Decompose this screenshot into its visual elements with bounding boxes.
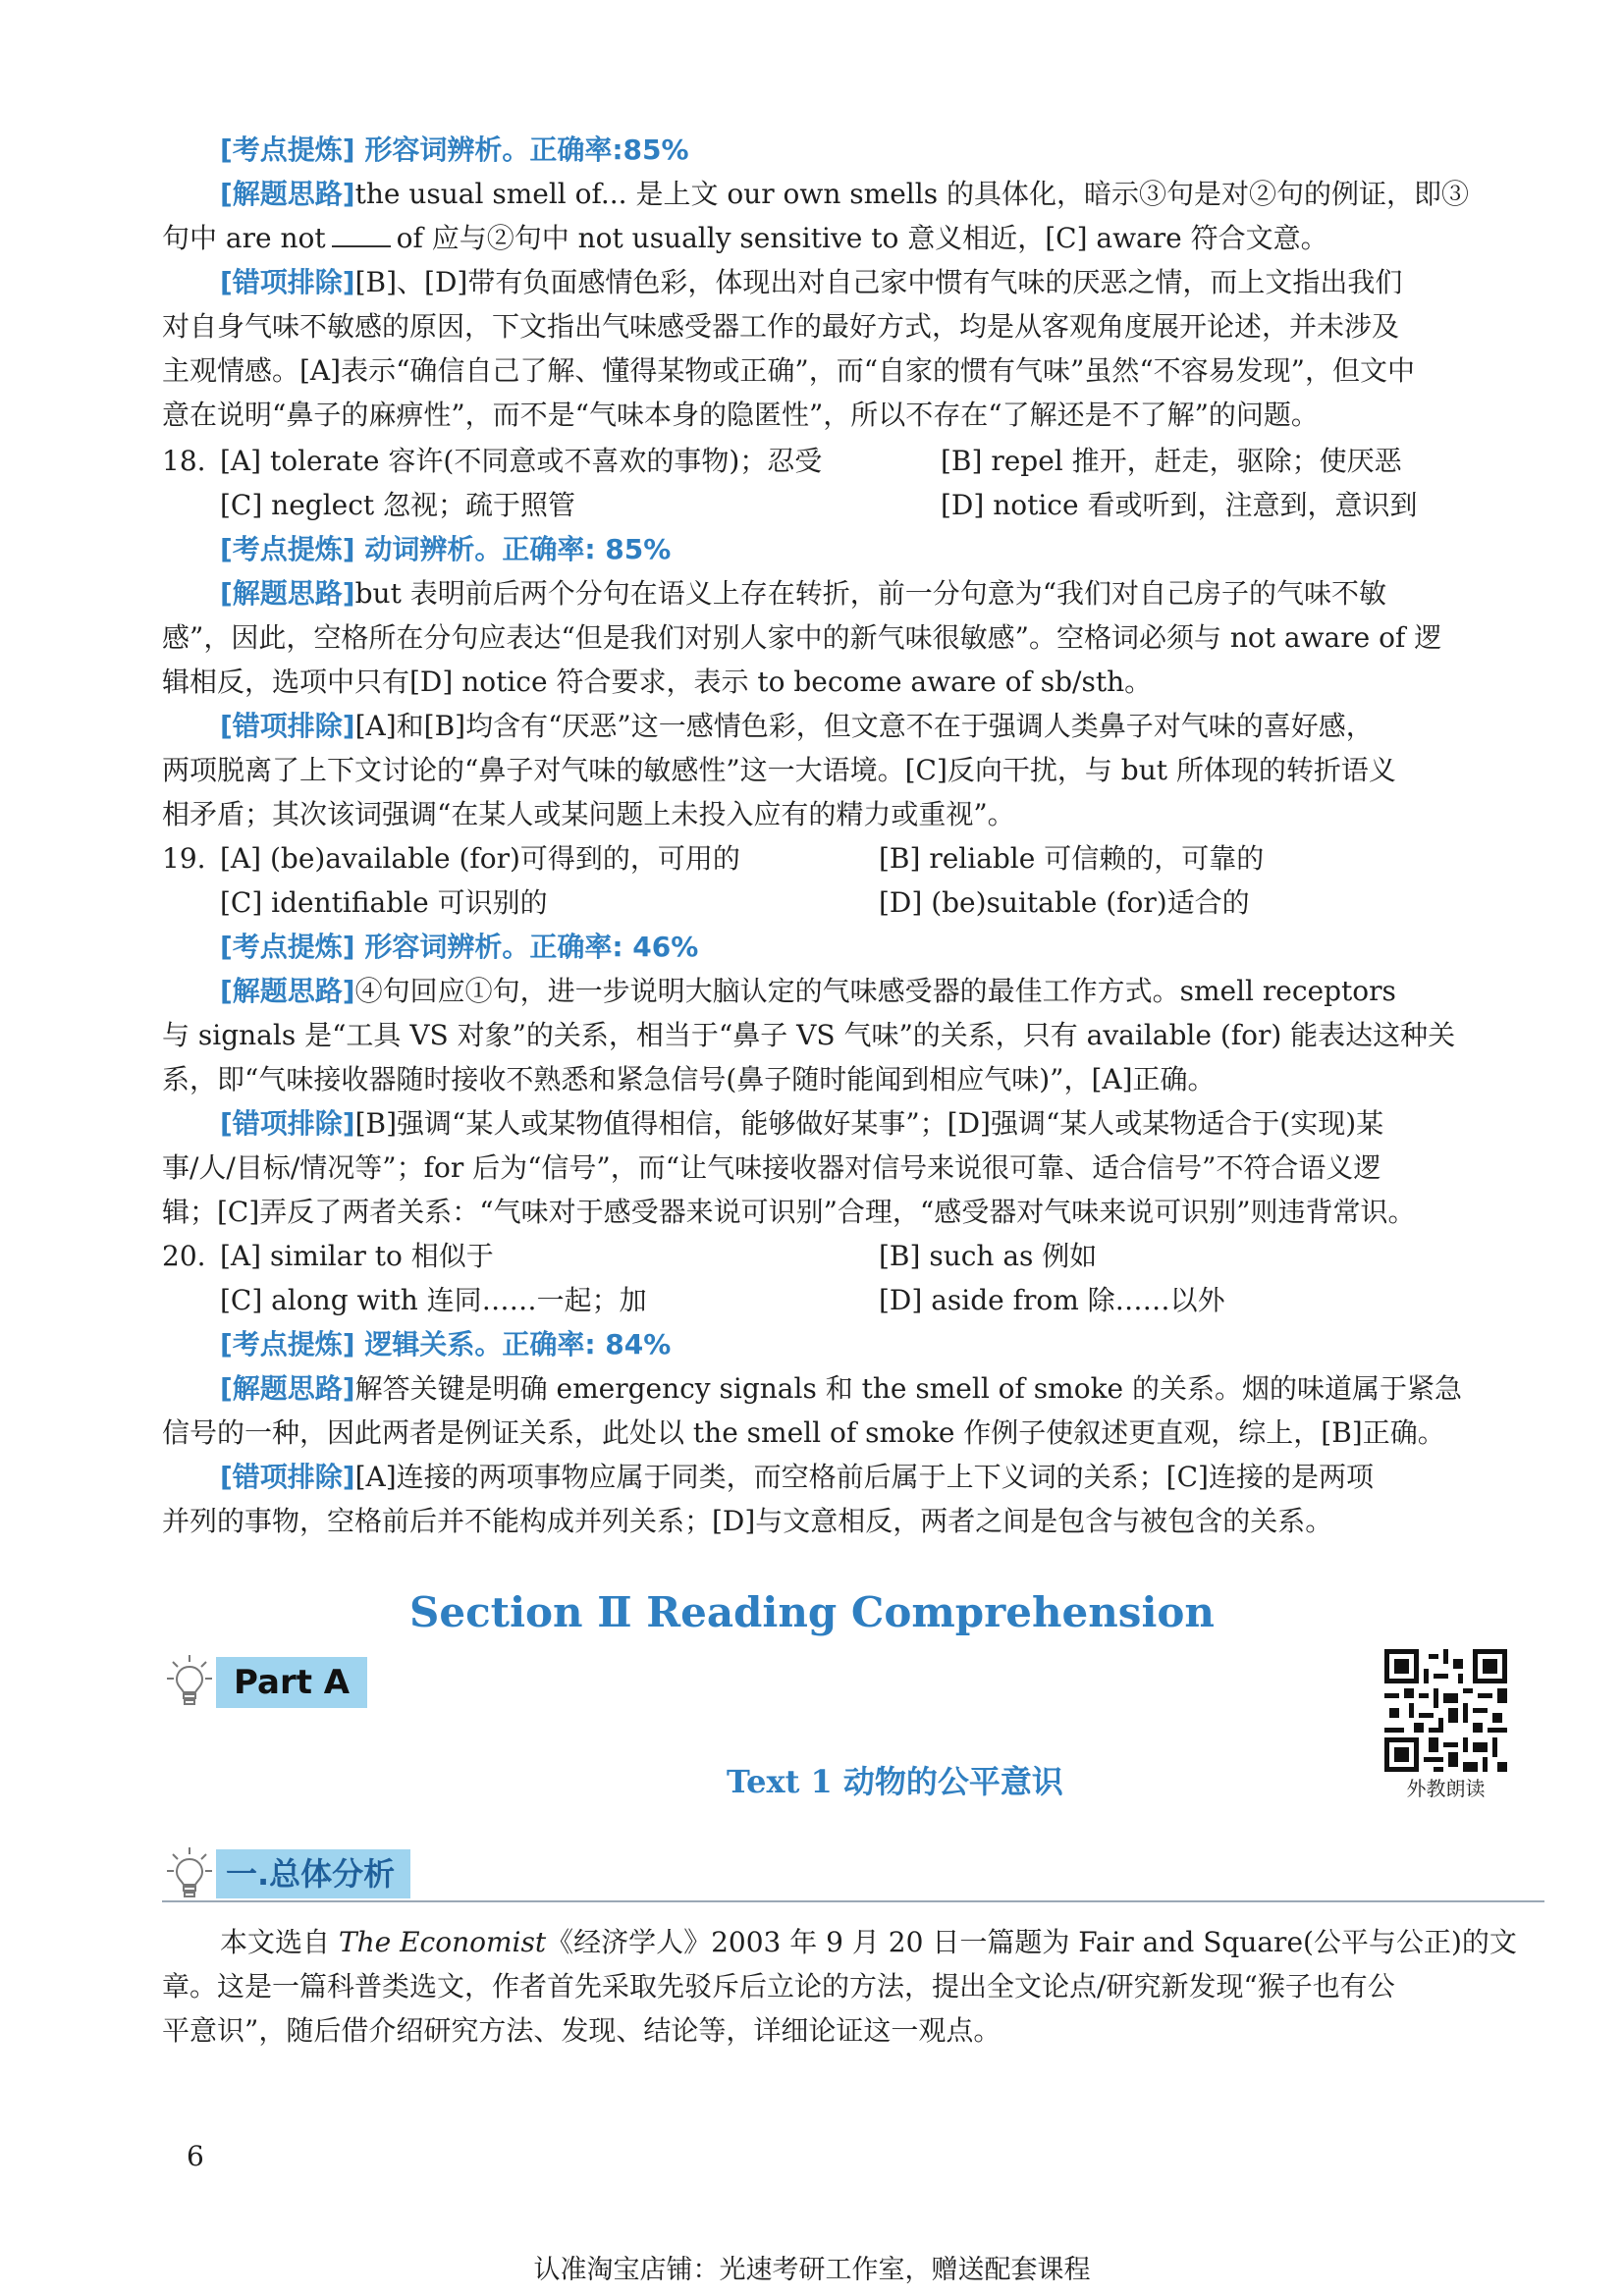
overall-analysis-label: 一.总体分析 (216, 1849, 410, 1898)
part-a-label: Part A (216, 1657, 367, 1708)
qr-code-icon[interactable] (1384, 1649, 1507, 1772)
q18-option-c: [C] neglect 忽视；疏于照管 (220, 489, 576, 521)
q19-reasoning-1: [解题思路]④句回应①句，进一步说明大脑认定的气味感受器的最佳工作方式。smell receptors (220, 975, 1396, 1007)
q20-option-a: [A] similar to 相似于 (220, 1240, 494, 1272)
q20-reasoning-2: 信号的一种，因此两者是例证关系，此处以 the smell of smoke 作例子使叙述更直观，综上，[B]正确。 (162, 1416, 1445, 1449)
q19-number: 19. (162, 842, 206, 875)
section-title: Section Ⅱ Reading Comprehension (409, 1588, 1215, 1636)
q19-elim-1: [错项排除][B]强调“某人或某物值得相信，能够做好某事”；[D]强调“某人或某物适合于(实现)某 (220, 1107, 1384, 1140)
q18-elim-3: 相矛盾；其次该词强调“在某人或某问题上未投入应有的精力或重视”。 (162, 798, 1015, 830)
q17-elim-1: [错项排除][B]、[D]带有负面感情色彩，体现出对自己家中惯有气味的厌恶之情，而上文指出我们 (220, 266, 1403, 298)
q20-number: 20. (162, 1240, 206, 1272)
q20-option-b: [B] such as 例如 (879, 1240, 1098, 1272)
q17-elim-2: 对自身气味不敏感的原因，下文指出气味感受器工作的最好方式，均是从客观角度展开论述，并未涉及 (162, 310, 1400, 343)
footer-note: 认准淘宝店铺：光速考研工作室，赠送配套课程 (533, 2255, 1091, 2285)
q17-elim-4: 意在说明“鼻子的麻痹性”，而不是“气味本身的隐匿性”，所以不存在“了解还是不了解”的问题。 (162, 399, 1319, 431)
lightbulb-icon (165, 1845, 214, 1902)
q19-option-b: [B] reliable 可信赖的，可靠的 (879, 842, 1265, 875)
overall-line-3: 平意识”，随后借介绍研究方法、发现、结论等，详细论证这一观点。 (162, 2014, 1001, 2047)
q18-elim-1: [错项排除][A]和[B]均含有“厌恶”这一感情色彩，但文意不在于强调人类鼻子对气味的喜好感， (220, 710, 1374, 742)
q19-tag: [考点提炼] 形容词辨析。正确率: 46% (220, 931, 699, 963)
q20-option-c: [C] along with 连同……一起；加 (220, 1284, 647, 1316)
q17-elim-3: 主观情感。[A]表示“确信自己了解、懂得某物或正确”，而“自家的惯有气味”虽然“不容易发现”，但文中 (162, 354, 1415, 387)
overall-line-1: 本文选自 The Economist《经济学人》2003 年 9 月 20 日一篇题为 Fair and Square(公平与公正)的文 (220, 1926, 1517, 1958)
lightbulb-icon (165, 1653, 214, 1710)
q19-reasoning-3: 系，即“气味接收器随时接收不熟悉和紧急信号(鼻子随时能闻到相应气味)”，[A]正确。 (162, 1063, 1216, 1095)
q17-tag (220, 128, 1544, 172)
qr-caption: 外教朗读 (1406, 1777, 1486, 1800)
q17-reasoning-1: [解题思路]the usual smell of... 是上文 our own smells 的具体化，暗示③句是对②句的例证，即③ (220, 178, 1469, 210)
q19-option-d: [D] (be)suitable (for)适合的 (879, 886, 1250, 919)
q18-reasoning-3: 辑相反，选项中只有[D] notice 符合要求，表示 to become aware of sb/sth。 (162, 666, 1153, 698)
q19-elim-2: 事/人/目标/情况等”；for 后为“信号”，而“让气味接收器对信号来说很可靠、适合信号”不符合语义逻 (162, 1151, 1381, 1184)
q20-tag: [考点提炼] 逻辑关系。正确率: 84% (220, 1328, 672, 1361)
divider (162, 1900, 1544, 1902)
q18-option-a: [A] tolerate 容许(不同意或不喜欢的事物)；忍受 (220, 445, 823, 477)
reasoning-label: [解题思路] (220, 178, 355, 210)
q18-reasoning-1: [解题思路]but 表明前后两个分句在语义上存在转折，前一分句意为“我们对自己房子的气味不敏 (220, 577, 1387, 610)
q20-elim-2: 并列的事物，空格前后并不能构成并列关系；[D]与文意相反，两者之间是包含与被包含的关系。 (162, 1505, 1333, 1537)
q18-reasoning-2: 感”，因此，空格所在分句应表达“但是我们对别人家中的新气味很敏感”。空格词必须与 not aware of 逻 (162, 621, 1442, 654)
q19-reasoning-2: 与 signals 是“工具 VS 对象”的关系，相当于“鼻子 VS 气味”的关系，只有 available (for) 能表达这种关 (162, 1019, 1456, 1051)
q17-reasoning-2: 句中 are not of 应与②句中 not usually sensitive to 意义相近，[C] aware 符合文意。 (162, 222, 1328, 254)
q18-elim-2: 两项脱离了上下文讨论的“鼻子对气味的敏感性”这一大语境。[C]反向干扰，与 but 所体现的转折语义 (162, 754, 1396, 786)
q18-option-d: [D] notice 看或听到，注意到，意识到 (941, 489, 1418, 521)
q20-reasoning-1: [解题思路]解答关键是明确 emergency signals 和 the smell of smoke 的关系。烟的味道属于紧急 (220, 1372, 1463, 1405)
q18-option-b: [B] repel 推开，赶走，驱除；使厌恶 (941, 445, 1402, 477)
q18-tag: [考点提炼] 动词辨析。正确率: 85% (220, 533, 672, 565)
overall-line-2: 章。这是一篇科普类选文，作者首先采取先驳斥后立论的方法，提出全文论点/研究新发现“猴子也有公 (162, 1970, 1395, 2002)
text-title: Text 1 动物的公平意识 (727, 1763, 1063, 1800)
q20-option-d: [D] aside from 除……以外 (879, 1284, 1225, 1316)
q19-option-c: [C] identifiable 可识别的 (220, 886, 548, 919)
q19-elim-3: 辑；[C]弄反了两者关系：“气味对于感受器来说可识别”合理，“感受器对气味来说可识别”则违背常识。 (162, 1196, 1416, 1228)
q20-elim-1: [错项排除][A]连接的两项事物应属于同类，而空格前后属于上下义词的关系；[C]连接的是两项 (220, 1461, 1374, 1493)
q19-option-a: [A] (be)available (for)可得到的，可用的 (220, 842, 740, 875)
key-point-label: [考点提炼] 形容词辨析。正确率:85% (220, 133, 689, 166)
elimination-label: [错项排除] (220, 266, 355, 298)
blank (332, 222, 391, 247)
q18-number: 18. (162, 445, 206, 477)
page-number: 6 (187, 2140, 204, 2172)
